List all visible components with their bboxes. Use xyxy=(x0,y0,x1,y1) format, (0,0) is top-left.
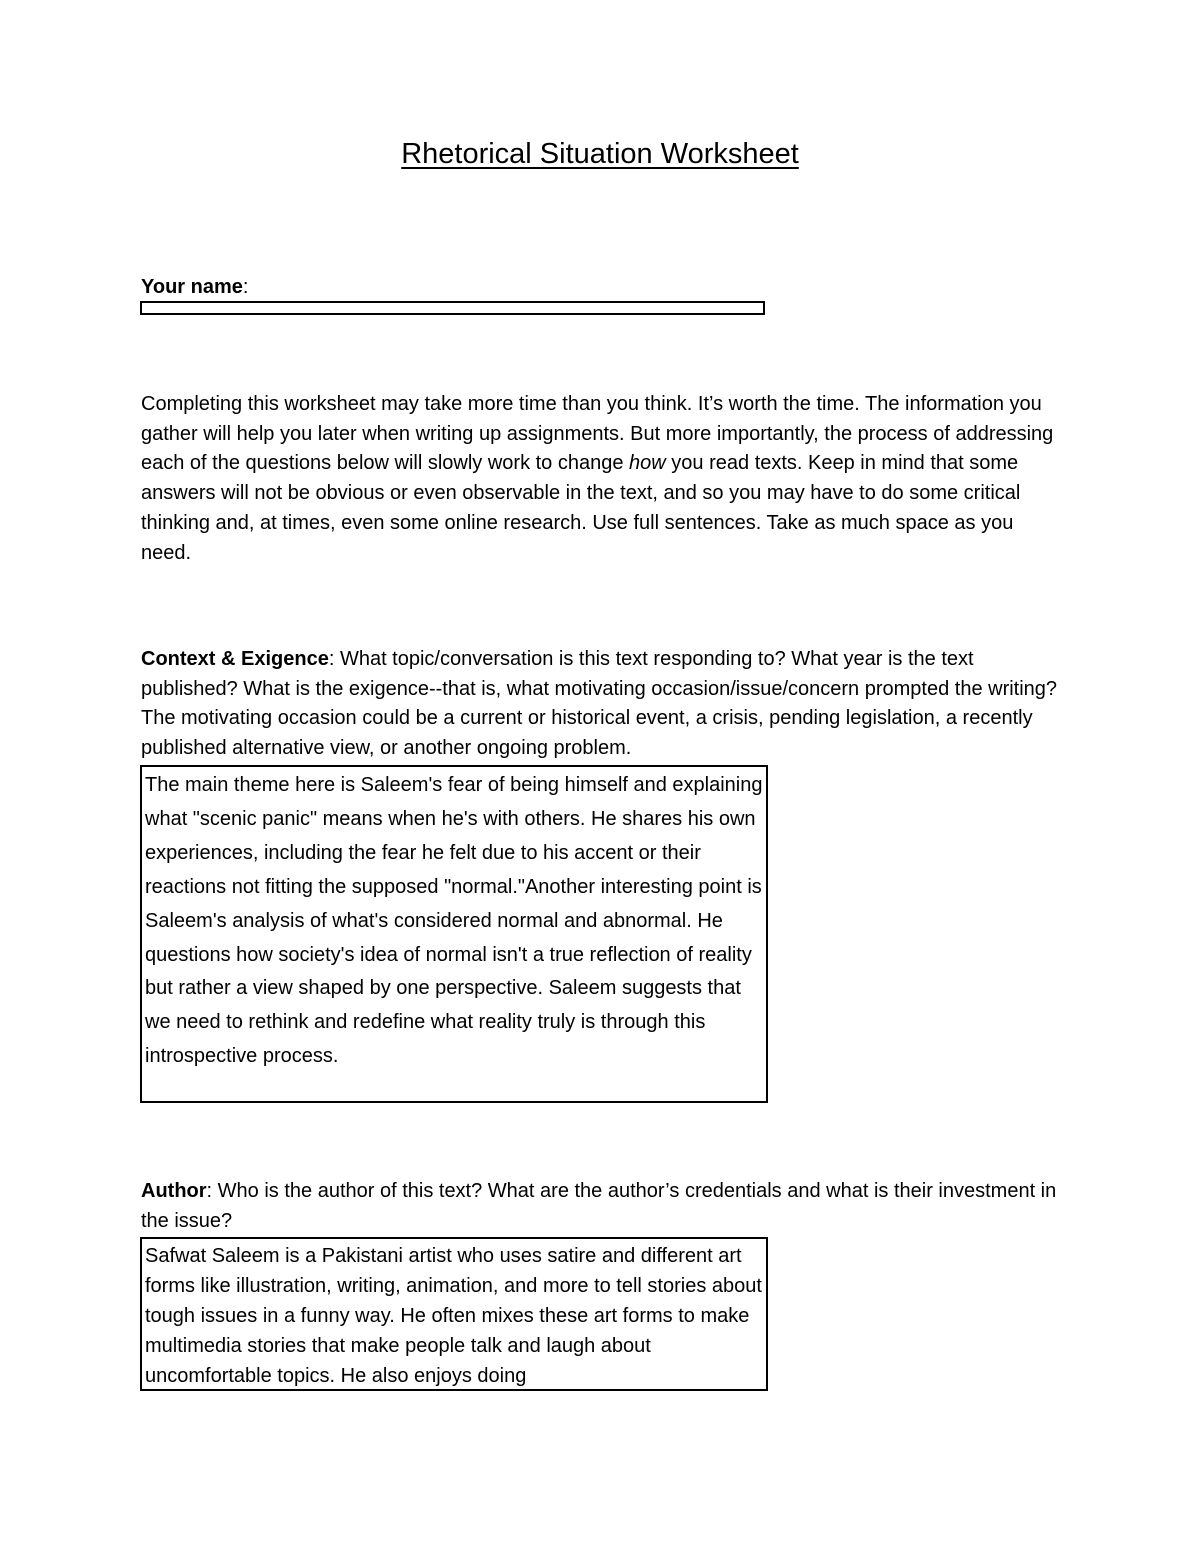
context-answer-text: The main theme here is Saleem's fear of being himself and explaining what "scenic panic" means when he's with others. He shares his own experiences, including the fear he felt due to his accent or their reactions not fitting the supposed "normal."Another interesting point is Saleem's analysis of what's considered normal and abnormal. He questions how society's idea of normal isn't a true reflection of reality but rather a view shaped by one perspective. Saleem suggests that we need to rethink and redefine what reality truly is through this introspective process. xyxy=(145,774,763,1068)
name-label xyxy=(141,275,248,299)
context-label: Context & Exigence xyxy=(141,648,329,670)
author-answer-text: Safwat Saleem is a Pakistani artist who uses satire and different art forms like illustration, writing, animation, and more to tell stories about tough issues in a funny way. He often mixes these art forms to make multimedia stories that make people talk and laugh about uncomfortable topics. He also enjoys doing xyxy=(145,1245,762,1387)
name-label-text: Your name xyxy=(141,276,243,298)
intro-paragraph xyxy=(141,390,1061,568)
name-input-field[interactable] xyxy=(140,301,765,315)
author-label: Author xyxy=(141,1180,207,1202)
intro-text-part2: you read texts. Keep in mind that some answers will not be obvious or even observable in the text, and so you may have to do some critical thinking and, at times, even some online research. Use full sentences. Take as much space as you need. xyxy=(141,452,1021,564)
author-question-text: : Who is the author of this text? What are the author’s credentials and what is their investment in the issue? xyxy=(141,1180,1057,1232)
author-answer-field[interactable] xyxy=(140,1237,768,1391)
intro-text-part1: Completing this worksheet may take more time than you think. It’s worth the time. The information you gather will help you later when writing up assignments. But more importantly, the process of addressing each of the questions below will slowly work to change xyxy=(141,393,1054,475)
context-question-text: : What topic/conversation is this text responding to? What year is the text published? What is the exigence--that is, what motivating occasion/issue/concern prompted the writing? The motivating occasion could be a current or historical event, a crisis, pending legislation, a recently published alternative view, or another ongoing problem. xyxy=(141,648,1058,760)
page-title: Rhetorical Situation Worksheet xyxy=(401,138,799,170)
author-question xyxy=(141,1177,1061,1236)
context-answer-field[interactable] xyxy=(140,765,768,1103)
context-question xyxy=(141,645,1061,764)
name-label-colon: : xyxy=(242,276,249,298)
intro-emphasis: how xyxy=(629,452,666,475)
